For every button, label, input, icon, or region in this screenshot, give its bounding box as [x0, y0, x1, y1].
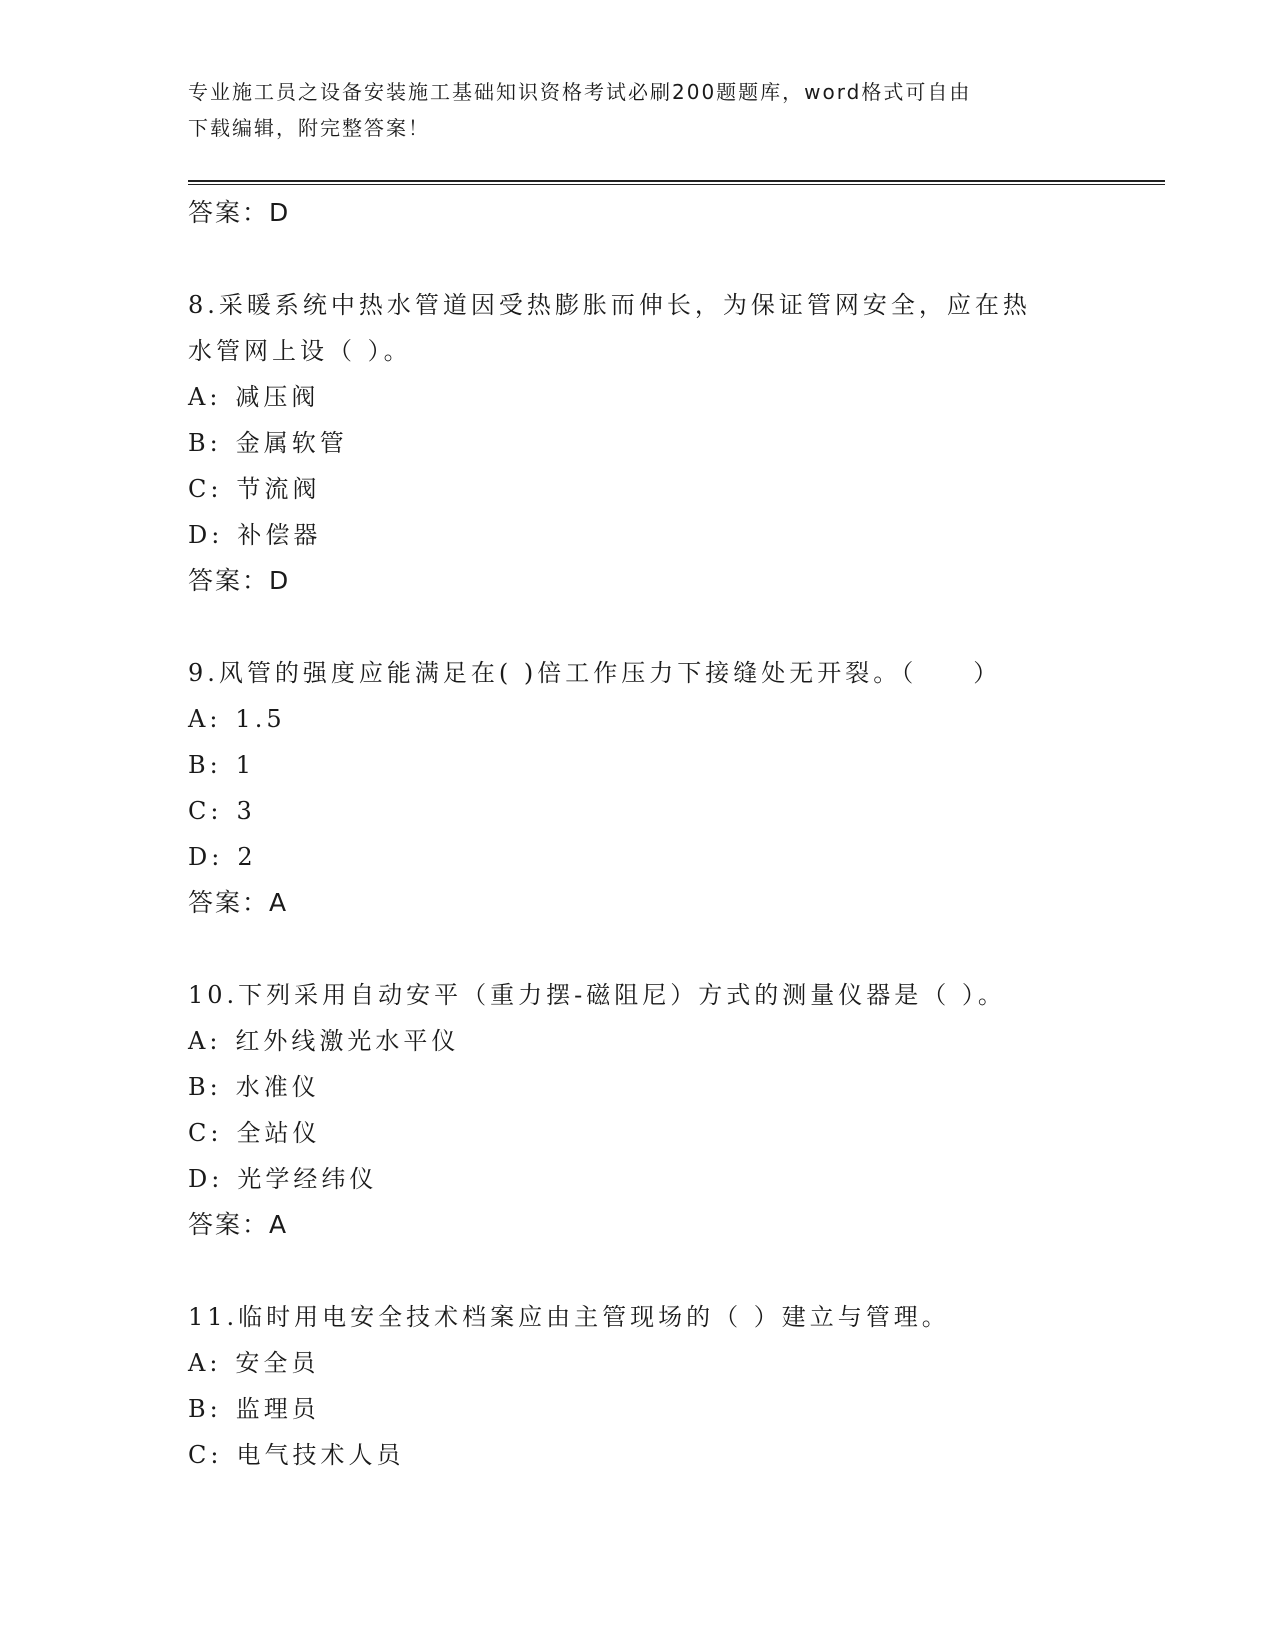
option-label: B: [188, 1395, 222, 1423]
option-item [188, 1340, 1088, 1386]
question-block [188, 650, 1088, 926]
option-text: 监理员 [235, 1395, 320, 1423]
question-block [188, 972, 1088, 1248]
spacer [188, 604, 1088, 650]
option-item [188, 1110, 1088, 1156]
header-line-2: 下载编辑，附完整答案！ [188, 116, 430, 140]
answer-text: 答案：D [188, 566, 291, 595]
option-text: 金属软管 [235, 429, 348, 457]
option-label: B: [188, 751, 222, 779]
question-block [188, 282, 1088, 604]
header-line-1: 专业施工员之设备安装施工基础知识资格考试必刷200题题库，word格式可自由 [188, 80, 972, 104]
option-text: 1 [235, 751, 256, 779]
option-item [188, 834, 1088, 880]
option-label: A: [188, 705, 222, 733]
spacer [188, 1248, 1088, 1294]
previous-answer: 答案：D [188, 198, 291, 227]
option-item [188, 1386, 1088, 1432]
option-item [188, 788, 1088, 834]
option-label: C: [188, 475, 223, 503]
option-item [188, 1064, 1088, 1110]
question-text: 10.下列采用自动安平（重力摆-磁阻尼）方式的测量仪器是（ ）。 [188, 981, 1006, 1009]
option-item [188, 742, 1088, 788]
option-label: B: [188, 429, 222, 457]
option-text: 2 [237, 843, 257, 871]
option-text: 节流阀 [236, 475, 321, 503]
option-item [188, 696, 1088, 742]
option-label: D: [188, 843, 224, 871]
option-item [188, 512, 1088, 558]
option-text: 全站仪 [236, 1119, 321, 1147]
option-text: 光学经纬仪 [237, 1165, 378, 1193]
spacer [188, 236, 1088, 282]
option-text: 补偿器 [237, 521, 322, 549]
option-text: 3 [236, 797, 256, 825]
option-label: C: [188, 1119, 223, 1147]
option-item [188, 1018, 1088, 1064]
option-text: 减压阀 [235, 383, 320, 411]
option-text: 1.5 [235, 705, 286, 733]
option-label: A: [188, 1027, 222, 1055]
question-text: 水管网上设（ ）。 [188, 337, 412, 365]
option-label: A: [188, 1349, 222, 1377]
option-item [188, 374, 1088, 420]
question-list [188, 190, 1088, 1478]
option-text: 水准仪 [235, 1073, 320, 1101]
option-label: A: [188, 383, 222, 411]
question-text: 9.风管的强度应能满足在( )倍工作压力下接缝处无开裂。（ ） [188, 659, 1002, 687]
answer-text: 答案：A [188, 1210, 289, 1239]
option-label: C: [188, 1441, 223, 1469]
option-label: D: [188, 1165, 224, 1193]
option-label: C: [188, 797, 223, 825]
header-divider-thick [188, 180, 1165, 182]
option-label: B: [188, 1073, 222, 1101]
document-header [188, 74, 1068, 146]
answer-text: 答案：A [188, 888, 289, 917]
question-block [188, 1294, 1088, 1478]
question-text: 8.采暖系统中热水管道因受热膨胀而伸长，为保证管网安全，应在热 [188, 291, 1031, 319]
option-text: 安全员 [235, 1349, 320, 1377]
option-item [188, 420, 1088, 466]
option-item [188, 1156, 1088, 1202]
option-item [188, 1432, 1088, 1478]
header-divider-thin [188, 184, 1165, 185]
option-label: D: [188, 521, 224, 549]
spacer [188, 926, 1088, 972]
option-text: 红外线激光水平仪 [235, 1027, 460, 1055]
question-text: 11.临时用电安全技术档案应由主管现场的（ ）建立与管理。 [188, 1303, 950, 1331]
option-item [188, 466, 1088, 512]
option-text: 电气技术人员 [236, 1441, 405, 1469]
